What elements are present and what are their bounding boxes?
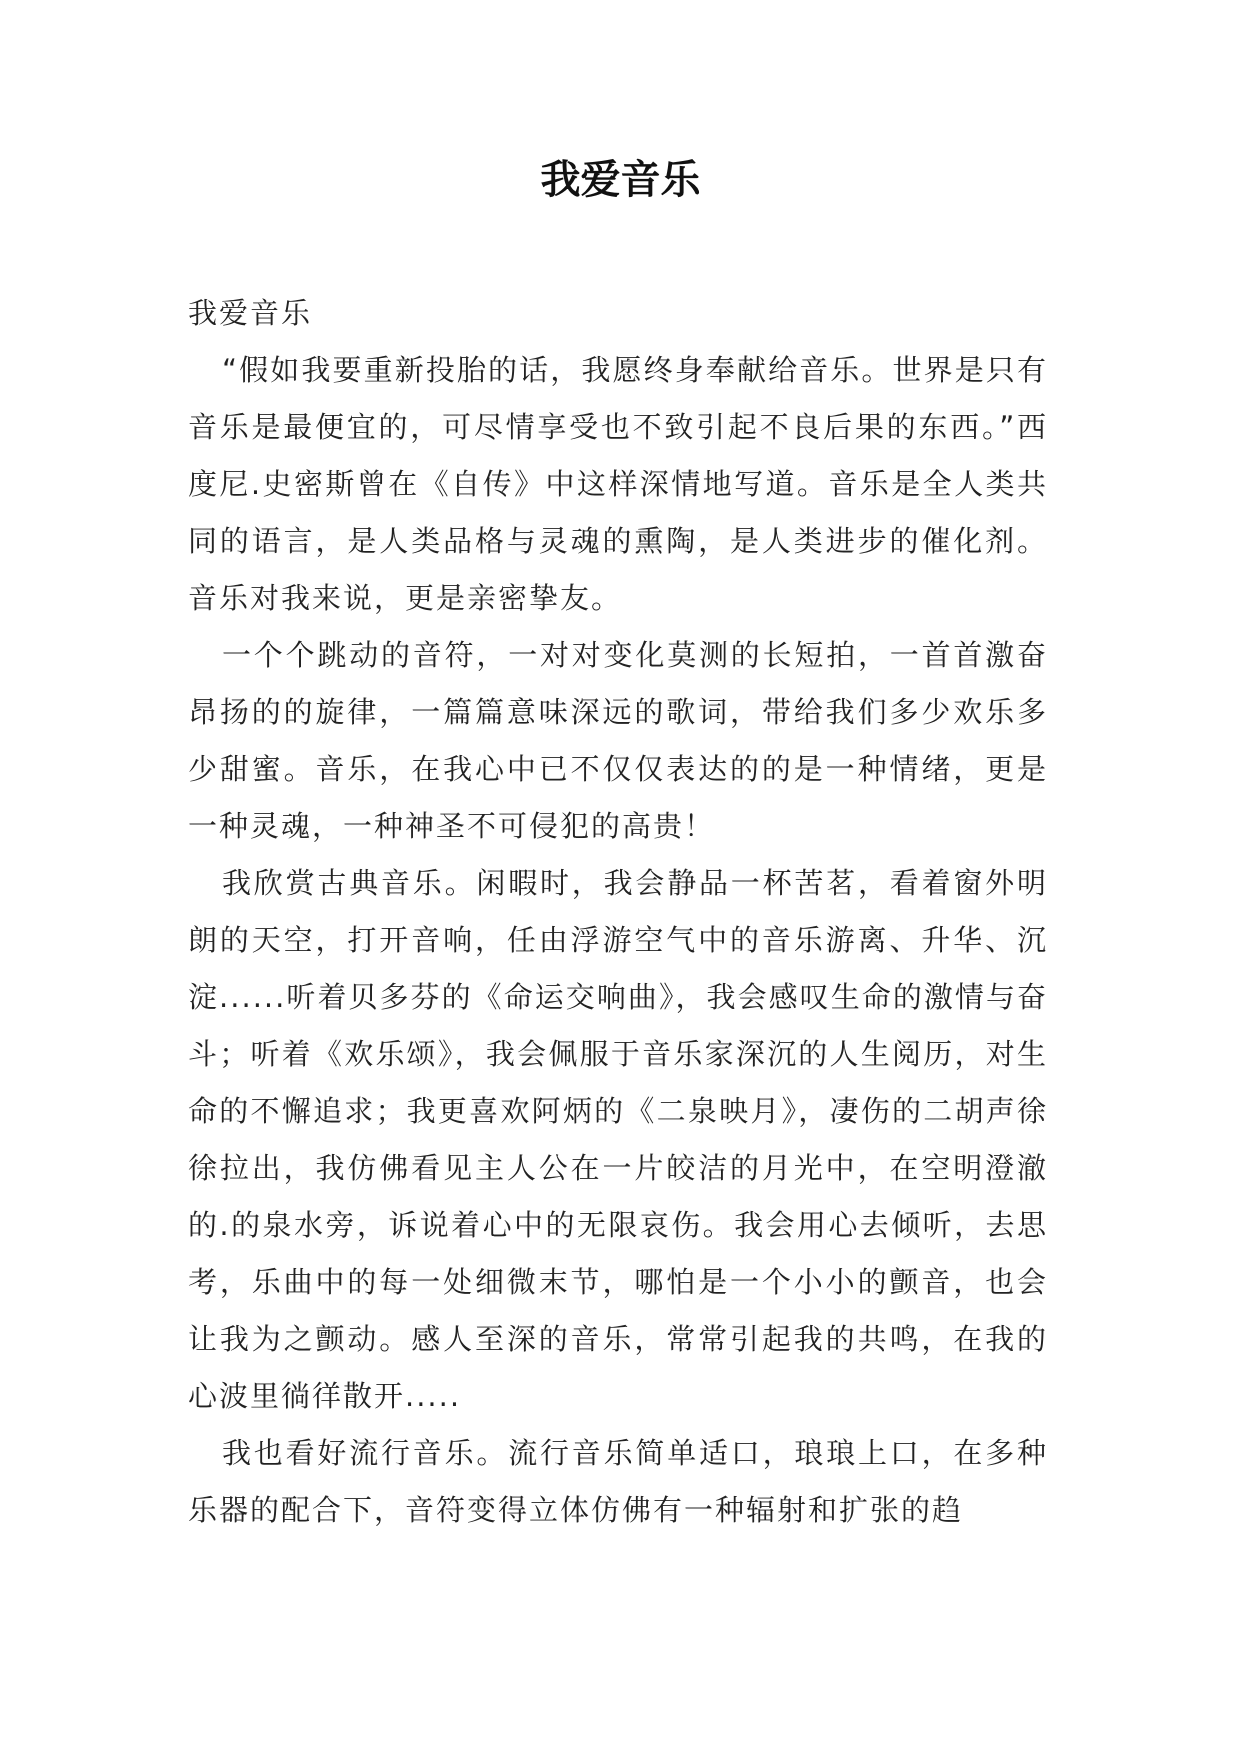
paragraph-1: “假如我要重新投胎的话，我愿终身奉献给音乐。世界是只有音乐是最便宜的，可尽情享受也不致引起不良后果的东西。”西度尼.史密斯曾在《自传》中这样深情地写道。音乐是全人类共同的语言，是人类品格与灵魂的熏陶，是人类进步的催化剂。音乐对我来说，更是亲密挚友。: [188, 353, 1048, 615]
paragraph-3: 我欣赏古典音乐。闲暇时，我会静品一杯苦茗，看着窗外明朗的天空，打开音响，任由浮游空气中的音乐游离、升华、沉淀......听着贝多芬的《命运交响曲》，我会感叹生命的激情与奋斗；听着《欢乐颂》，我会佩服于音乐家深沉的人生阅历，对生命的不懈追求；我更喜欢阿炳的《二泉映月》，凄伤的二胡声徐徐拉出，我仿佛看见主人公在一片皎洁的月光中，在空明澄澈的.的泉水旁，诉说着心中的无限哀伤。我会用心去倾听，去思考，乐曲中的每一处细微末节，哪怕是一个小小的颤音，也会让我为之颤动。感人至深的音乐，常常引起我的共鸣，在我的心波里徜徉散开.....: [188, 866, 1048, 1413]
document-body: [188, 285, 1048, 1539]
paragraph-4: 我也看好流行音乐。流行音乐简单适口，琅琅上口，在多种乐器的配合下，音符变得立体仿佛有一种辐射和扩张的趋: [188, 1436, 1048, 1527]
document-subtitle: 我爱音乐: [188, 296, 313, 330]
paragraph-2: 一个个跳动的音符，一对对变化莫测的长短拍，一首首激奋昂扬的的旋律，一篇篇意味深远的歌词，带给我们多少欢乐多少甜蜜。音乐，在我心中已不仅仅表达的的是一种情绪，更是一种灵魂，一种神圣不可侵犯的高贵！: [188, 638, 1048, 843]
document-title: 我爱音乐: [540, 156, 701, 203]
